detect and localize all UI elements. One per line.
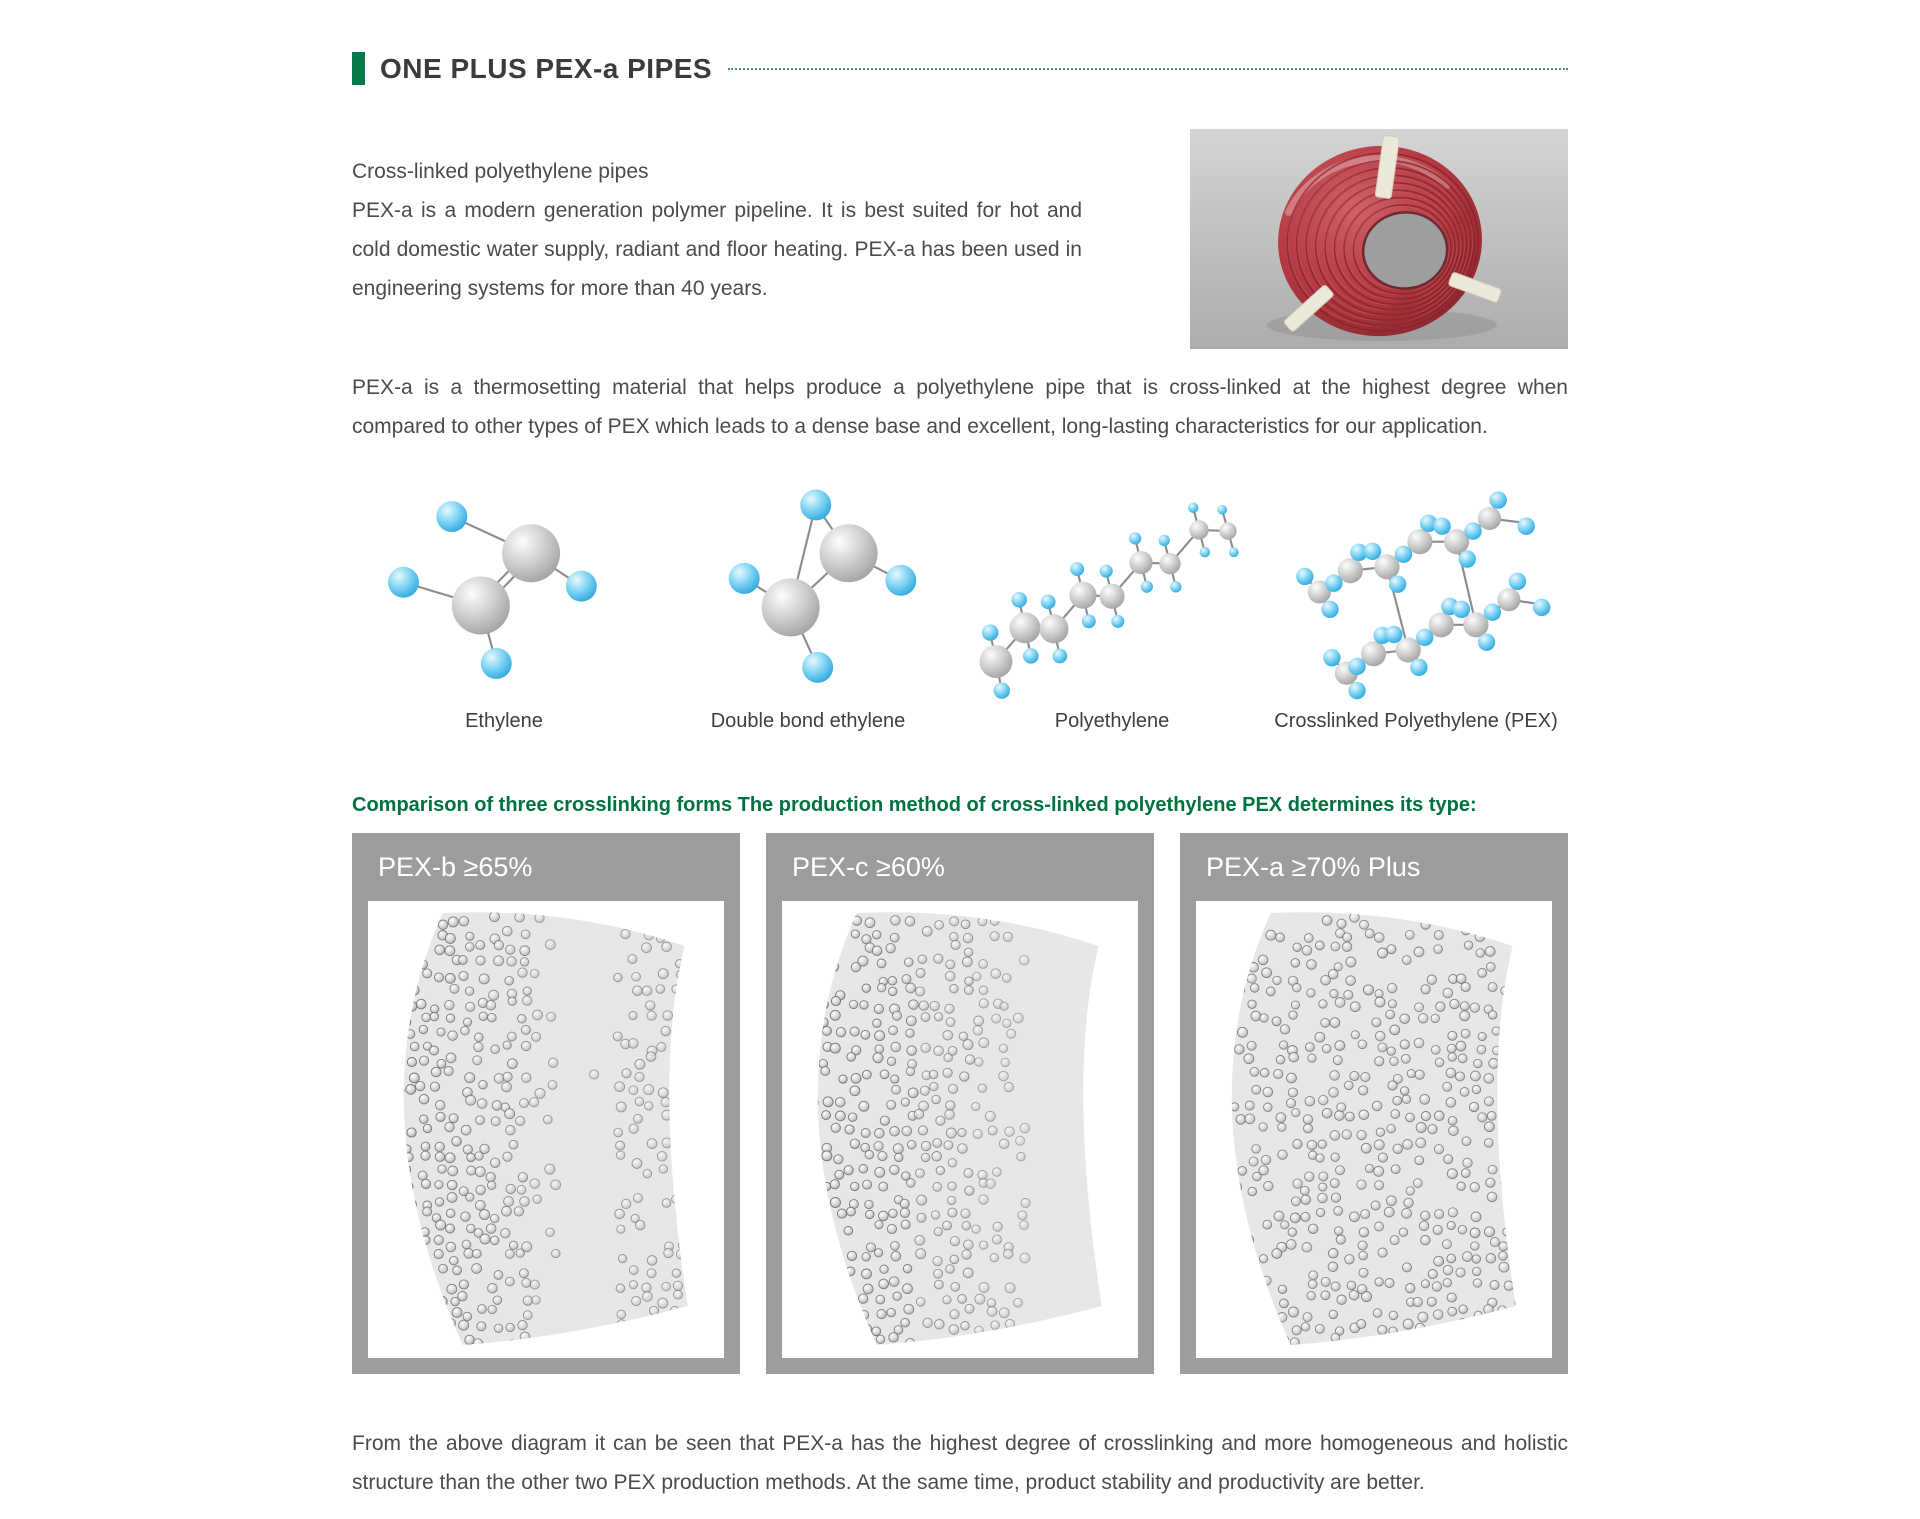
pipe-coil-illustration [1190, 129, 1568, 349]
page-title: ONE PLUS PEX-a PIPES [380, 52, 713, 84]
pipe-coil-photo [1190, 129, 1568, 349]
description-paragraph: PEX-a is a thermosetting material that helps produce a polyethylene pipe that is cross-linked at the highest degree when compared to other types of PEX which leads to a dense base and excellent, long-lasting characteristics for our application. [352, 376, 1568, 438]
panel-diagram [1196, 901, 1552, 1358]
panel-label: PEX-b ≥65% [378, 851, 533, 882]
molecule-row [352, 474, 1568, 733]
molecule-label: Crosslinked Polyethylene (PEX) [1274, 710, 1558, 732]
molecule-ethylene [352, 474, 656, 733]
panel-diagram [368, 901, 724, 1358]
polyethylene-diagram [967, 474, 1257, 706]
crosslink-density-diagram [1196, 901, 1552, 1358]
section-header [352, 52, 1568, 85]
panel-diagram [782, 901, 1138, 1358]
molecule-double-bond-ethylene [656, 474, 960, 733]
panel-label: PEX-a ≥70% Plus [1206, 851, 1421, 882]
intro-block [352, 152, 1082, 308]
title-accent-bar [352, 52, 365, 85]
molecule-label: Double bond ethylene [710, 710, 906, 732]
intro-subtitle: Cross-linked polyethylene pipes [352, 160, 649, 183]
panel-label: PEX-c ≥60% [792, 851, 945, 882]
intro-paragraph: PEX-a is a modern generation polymer pipeline. It is best suited for hot and cold domestic water supply, radiant and floor heating. PEX-a has been used in engineering systems for more than 40 years. [352, 199, 1082, 300]
panel-pex-c [766, 833, 1154, 1374]
comparison-heading: Comparison of three crosslinking forms The production method of cross-linked polyethylene PEX determines its type: [352, 794, 1477, 816]
double-bond-ethylene-diagram [663, 474, 953, 706]
molecule-label: Ethylene [465, 710, 543, 732]
title-dotted-rule [728, 68, 1568, 70]
crosslinked-pex-diagram [1271, 474, 1561, 706]
molecule-label: Polyethylene [1054, 710, 1170, 732]
ethylene-diagram [359, 474, 649, 706]
crosslink-density-diagram [368, 901, 724, 1358]
panel-pex-b [352, 833, 740, 1374]
conclusion-paragraph: From the above diagram it can be seen that PEX-a has the highest degree of crosslinking and more homogeneous and holistic structure than the other two PEX production methods. At the same time, product stability and productivity are better. [352, 1432, 1568, 1494]
molecule-crosslinked-pex [1264, 474, 1568, 733]
molecule-polyethylene [960, 474, 1264, 733]
crosslink-density-diagram [782, 901, 1138, 1358]
comparison-panels [352, 833, 1568, 1374]
panel-pex-a [1180, 833, 1568, 1374]
